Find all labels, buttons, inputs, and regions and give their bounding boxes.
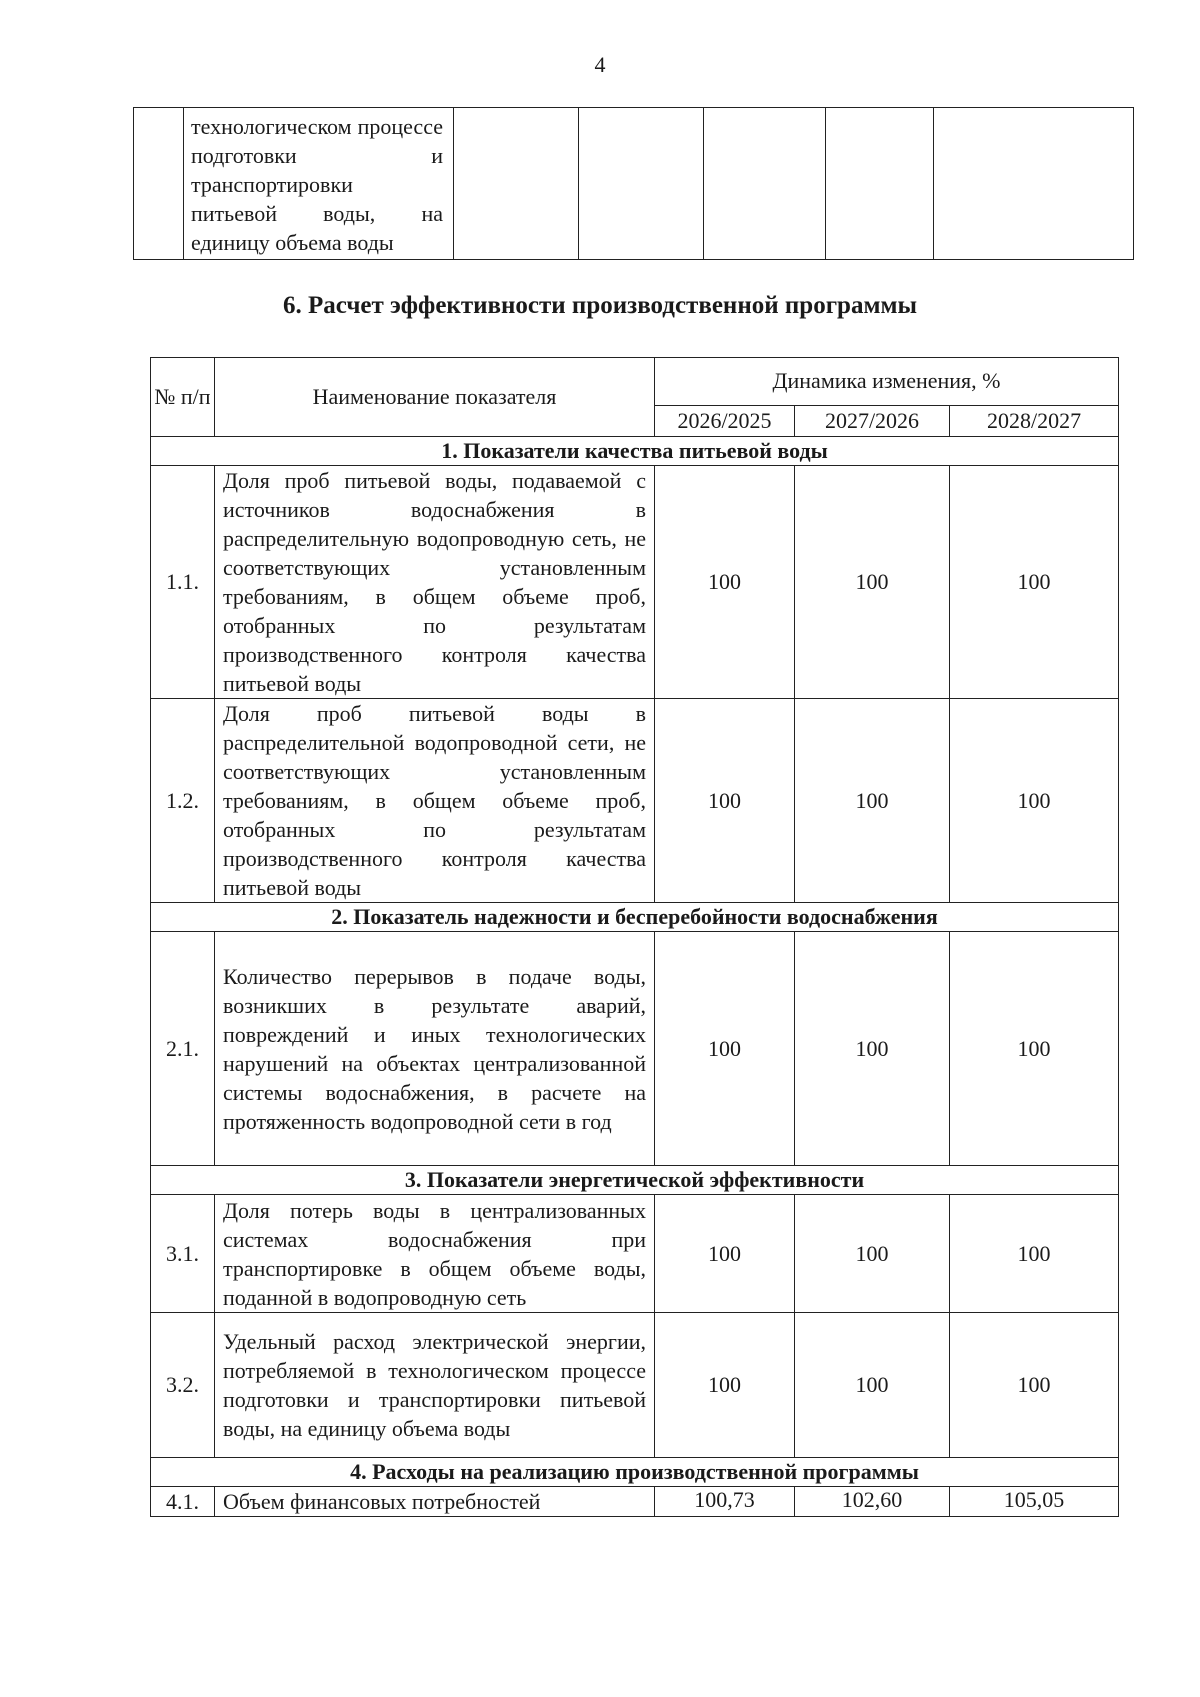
row-name: Доля проб питьевой воды, подаваемой с источников водоснабжения в распределительную водопроводную сеть, не соответствующих установленным требованиям, в общем объеме проб, отобранных по результатам производственного контроля качества питьевой воды: [215, 466, 655, 699]
table-row: [151, 699, 1119, 903]
section-heading: 3. Показатели энергетической эффективности: [151, 1166, 1119, 1195]
row-value: 100: [795, 932, 950, 1166]
continuation-text: технологическом процессе подготовки и транспортировки питьевой воды, на единицу объема воды: [191, 114, 443, 255]
row-value: 100: [795, 466, 950, 699]
num-cell: [134, 108, 184, 260]
row-name: Доля потерь воды в централизованных системах водоснабжения при транспортировке в общем объеме воды, поданной в водопроводную сеть: [215, 1195, 655, 1313]
row-value: 100: [950, 699, 1119, 903]
table-row: [151, 932, 1119, 1166]
row-number: 4.1.: [151, 1487, 215, 1517]
section-heading: 4. Расходы на реализацию производственной программы: [151, 1458, 1119, 1487]
efficiency-table: [150, 357, 1119, 1517]
value-cell: [454, 108, 579, 260]
value-cell: [934, 108, 1134, 260]
header-num: № п/п: [151, 358, 215, 437]
table-row: [151, 1195, 1119, 1313]
row-value: 100: [655, 932, 795, 1166]
section-heading: 1. Показатели качества питьевой воды: [151, 437, 1119, 466]
table-row: [151, 1487, 1119, 1517]
row-name: Удельный расход электрической энергии, потребляемой в технологическом процессе подготовки и транспортировки питьевой воды, на единицу объема воды: [215, 1313, 655, 1458]
row-value: 102,60: [795, 1487, 950, 1517]
row-value: 100: [795, 699, 950, 903]
row-name: Доля проб питьевой воды в распределительной водопроводной сети, не соответствующих установленным требованиям, в общем объеме проб, отобранных по результатам производственного контроля качества питьевой воды: [215, 699, 655, 903]
value-cell: [704, 108, 826, 260]
row-number: 3.2.: [151, 1313, 215, 1458]
row-value: 100,73: [655, 1487, 795, 1517]
table-row: [151, 1313, 1119, 1458]
section-row: [151, 437, 1119, 466]
name-cell: [184, 108, 454, 260]
row-number: 1.1.: [151, 466, 215, 699]
value-cell: [826, 108, 934, 260]
row-name: Количество перерывов в подаче воды, возникших в результате аварий, повреждений и иных технологических нарушений на объектах централизованной системы водоснабжения, в расчете на протяженность водопроводной сети в год: [215, 932, 655, 1166]
table-row: [151, 466, 1119, 699]
header-name: Наименование показателя: [215, 358, 655, 437]
section-title: 6. Расчет эффективности производственной программы: [282, 292, 918, 319]
row-value: 100: [655, 1195, 795, 1313]
row-value: 100: [655, 699, 795, 903]
row-number: 3.1.: [151, 1195, 215, 1313]
header-year: 2028/2027: [950, 405, 1119, 436]
row-value: 100: [950, 1313, 1119, 1458]
value-cell: [579, 108, 704, 260]
table-row: [134, 108, 1134, 260]
section-row: [151, 903, 1119, 932]
row-number: 2.1.: [151, 932, 215, 1166]
header-year: 2026/2025: [655, 405, 795, 436]
row-value: 105,05: [950, 1487, 1119, 1517]
row-name: Объем финансовых потребностей: [215, 1487, 655, 1517]
row-value: 100: [950, 1195, 1119, 1313]
page-number: 4: [594, 52, 606, 77]
header-year: 2027/2026: [795, 405, 950, 436]
section-row: [151, 1458, 1119, 1487]
header-dynamics: Динамика изменения, %: [655, 358, 1119, 406]
row-value: 100: [655, 1313, 795, 1458]
row-value: 100: [950, 466, 1119, 699]
row-value: 100: [950, 932, 1119, 1166]
row-value: 100: [655, 466, 795, 699]
section-heading: 2. Показатель надежности и бесперебойности водоснабжения: [151, 903, 1119, 932]
section-row: [151, 1166, 1119, 1195]
row-value: 100: [795, 1313, 950, 1458]
continuation-table: [133, 107, 1134, 260]
row-value: 100: [795, 1195, 950, 1313]
row-number: 1.2.: [151, 699, 215, 903]
header-row: [151, 358, 1119, 406]
